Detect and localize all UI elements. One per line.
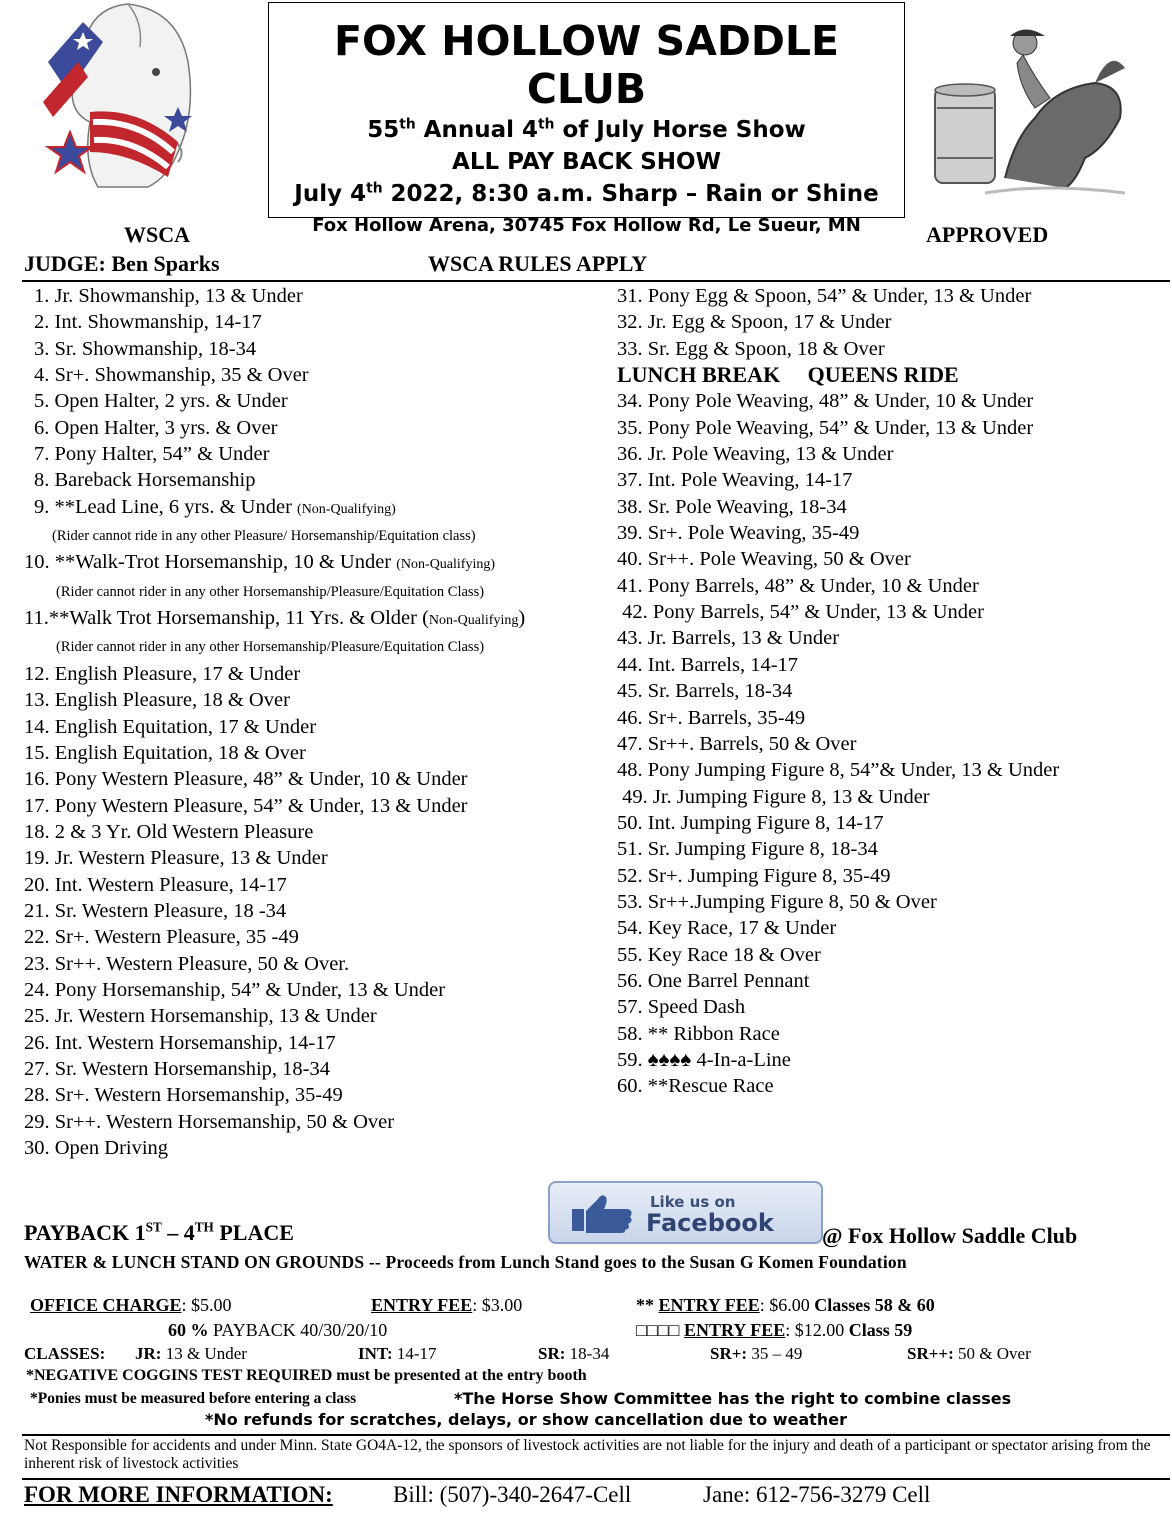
facebook-like-text: Like us on (650, 1193, 736, 1211)
class-item: 41. Pony Barrels, 48” & Under, 10 & Under (617, 574, 979, 597)
special-entry-classes: Classes 58 & 60 (814, 1295, 935, 1315)
class-item-text: 9. **Lead Line, 6 yrs. & Under (34, 495, 298, 518)
class-item: 50. Int. Jumping Figure 8, 14-17 (617, 811, 884, 834)
class-item: 38. Sr. Pole Weaving, 18-34 (617, 495, 847, 518)
class-item: 29. Sr++. Western Horsemanship, 50 & Over (24, 1110, 395, 1133)
entry-fee-label: ENTRY FEE (371, 1295, 473, 1315)
class-item: 35. Pony Pole Weaving, 54” & Under, 13 & Under (617, 416, 1034, 439)
contact-bill: Bill: (507)-340-2647-Cell (393, 1482, 632, 1507)
class-item: 16. Pony Western Pleasure, 48” & Under, 10 & Under (24, 768, 468, 791)
spade-prefix: □□□□ (636, 1320, 684, 1340)
non-qualifying-note: (Non-Qualifying) (297, 501, 396, 517)
class-item: 30. Open Driving (24, 1137, 169, 1159)
office-charge (30, 1295, 232, 1316)
special-entry-label: ENTRY FEE (658, 1295, 760, 1315)
payback-show-line: ALL PAY BACK SHOW (452, 149, 721, 175)
age-class-jr (135, 1344, 247, 1364)
class-item: 36. Jr. Pole Weaving, 13 & Under (617, 443, 894, 466)
age-class-sr-plus (710, 1344, 802, 1364)
class-item: 26. Int. Western Horsemanship, 14-17 (24, 1031, 336, 1054)
facebook-brand-text: Facebook (646, 1209, 774, 1237)
class-item: 25. Jr. Western Horsemanship, 13 & Under (24, 1005, 377, 1028)
show-date (269, 181, 904, 207)
classes-label: CLASSES: (24, 1344, 106, 1363)
payback-part: PAYBACK 1 (24, 1220, 146, 1245)
class-item: 1. Jr. Showmanship, 13 & Under (34, 285, 303, 307)
facebook-like-badge[interactable] (548, 1181, 823, 1244)
coggins-notice: *NEGATIVE COGGINS TEST REQUIRED must be presented at the entry booth (26, 1367, 587, 1384)
rider-restriction-note: (Rider cannot rider in any other Horsemanship/Pleasure/Equitation Class) (56, 583, 485, 600)
age-class-value: 13 & Under (161, 1344, 247, 1363)
class-item: 60. **Rescue Race (617, 1075, 774, 1098)
entry-fee (371, 1295, 522, 1316)
four-in-line-entry-fee (636, 1320, 912, 1341)
class-item: 5. Open Halter, 2 yrs. & Under (34, 390, 288, 413)
class-item: 47. Sr++. Barrels, 50 & Over (617, 732, 857, 755)
class-item: 46. Sr+. Barrels, 35-49 (617, 706, 806, 729)
class-item: 24. Pony Horsemanship, 54” & Under, 13 & Under (24, 978, 446, 1001)
age-class-sr-plus-plus (907, 1344, 1031, 1364)
class-item (24, 494, 525, 523)
approved-label: APPROVED (926, 222, 1049, 247)
divider (22, 1434, 1170, 1436)
class-item-text: 10. **Walk-Trot Horsemanship, 10 & Under (24, 551, 397, 574)
right-class-list (617, 283, 1059, 1100)
payback-percent: 60 % (168, 1320, 209, 1340)
divider (22, 1478, 1170, 1480)
age-class-label: SR: (538, 1344, 566, 1363)
class-item: 13. English Pleasure, 18 & Over (24, 689, 290, 712)
class-item: 56. One Barrel Pennant (617, 969, 810, 992)
entry-fee-value: : $3.00 (472, 1295, 523, 1315)
class-item: 52. Sr+. Jumping Figure 8, 35-49 (617, 864, 891, 887)
class-item: 3. Sr. Showmanship, 18-34 (34, 337, 257, 360)
class-item: 49. Jr. Jumping Figure 8, 13 & Under (617, 785, 930, 808)
liability-disclaimer: Not Responsible for accidents and under Minn. State GO4A-12, the sponsors of livestock activities are not liable for the injury and death of a participant or spectator arising from the inherent risk of livestock activities (24, 1437, 1151, 1472)
class-item: 23. Sr++. Western Pleasure, 50 & Over. (24, 952, 350, 975)
class-item: 6. Open Halter, 3 yrs. & Over (34, 416, 278, 439)
class-item: 45. Sr. Barrels, 18-34 (617, 680, 793, 703)
left-class-list (24, 283, 525, 1161)
class-item-text: ) (518, 607, 526, 630)
age-class-value: 14-17 (392, 1344, 437, 1363)
class-item: 21. Sr. Western Pleasure, 18 -34 (24, 899, 287, 922)
payback-split (168, 1320, 387, 1341)
class-item: 8. Bareback Horsemanship (34, 469, 256, 492)
office-charge-label: OFFICE CHARGE (30, 1295, 182, 1315)
class-item (24, 605, 525, 634)
payback-part: – 4 (161, 1220, 195, 1245)
divider (22, 280, 1170, 282)
class-item: 40. Sr++. Pole Weaving, 50 & Over (617, 548, 911, 571)
wsca-label: WSCA (124, 222, 191, 247)
class-item: 22. Sr+. Western Pleasure, 35 -49 (24, 926, 299, 949)
lunch-break-label: LUNCH BREAK QUEENS RIDE (617, 362, 959, 388)
show-date-part: July 4 (294, 181, 367, 207)
show-name-part: of July Horse Show (554, 117, 806, 143)
class-item: 27. Sr. Western Horsemanship, 18-34 (24, 1057, 331, 1080)
class-item: 54. Key Race, 17 & Under (617, 917, 837, 940)
special-entry-prefix: ** (636, 1295, 659, 1315)
class-item: 33. Sr. Egg & Spoon, 18 & Over (617, 337, 885, 360)
payback-part: PLACE (213, 1220, 294, 1245)
class-item: 48. Pony Jumping Figure 8, 54”& Under, 13 & Under (617, 759, 1060, 782)
patriotic-horse-logo (28, 2, 200, 202)
rider-restriction-note: (Rider cannot ride in any other Pleasure/ Horsemanship/Equitation class) (52, 528, 476, 545)
class-item: 39. Sr+. Pole Weaving, 35-49 (617, 522, 860, 545)
class-item: 18. 2 & 3 Yr. Old Western Pleasure (24, 820, 314, 843)
non-qualifying-note: Non-Qualifying (428, 613, 519, 629)
class-item: 53. Sr++.Jumping Figure 8, 50 & Over (617, 890, 937, 913)
class-item: 42. Pony Barrels, 54” & Under, 13 & Under (617, 601, 984, 624)
age-class-label: SR++: (907, 1344, 954, 1363)
age-class-value: 50 & Over (953, 1344, 1031, 1363)
spade-entry-label: ENTRY FEE (684, 1320, 786, 1340)
class-item-text: 11.**Walk Trot Horsemanship, 11 Yrs. & Older ( (24, 607, 429, 630)
age-class-label: INT: (358, 1344, 393, 1363)
age-class-value: 35 – 49 (747, 1344, 803, 1363)
contact-jane: Jane: 612-756-3279 Cell (703, 1482, 931, 1507)
class-item: 15. English Equitation, 18 & Over (24, 741, 306, 764)
age-class-int (358, 1344, 437, 1364)
class-item: 28. Sr+. Western Horsemanship, 35-49 (24, 1084, 343, 1107)
class-item: 2. Int. Showmanship, 14-17 (34, 311, 262, 334)
class-item (24, 549, 525, 578)
class-item: 55. Key Race 18 & Over (617, 943, 821, 966)
club-title: FOX HOLLOW SADDLE CLUB (333, 17, 840, 113)
more-info-label: FOR MORE INFORMATION: (24, 1482, 333, 1507)
show-name-part: 55 (367, 117, 400, 143)
show-name-part: Annual 4 (415, 117, 539, 143)
show-date-part: 2022, 8:30 a.m. Sharp – Rain or Shine (382, 181, 879, 207)
class-item: 37. Int. Pole Weaving, 14-17 (617, 469, 853, 492)
judge-label: JUDGE: Ben Sparks (24, 251, 220, 276)
class-item: 20. Int. Western Pleasure, 14-17 (24, 873, 287, 896)
barrel-racer-image (925, 8, 1145, 198)
special-entry-fee (636, 1295, 935, 1316)
age-classes-label (24, 1344, 105, 1364)
payback-heading (24, 1220, 294, 1246)
header-box (268, 2, 905, 236)
age-class-label: SR+: (710, 1344, 748, 1363)
class-item: 58. ** Ribbon Race (617, 1022, 780, 1045)
spade-entry-class: Class 59 (848, 1320, 913, 1340)
spade-entry-value: : $12.00 (785, 1320, 849, 1340)
class-item: 17. Pony Western Pleasure, 54” & Under, 13 & Under (24, 794, 468, 817)
class-item: 7. Pony Halter, 54” & Under (34, 443, 270, 466)
payback-sup: TH (194, 1219, 214, 1235)
lunch-stand-note: WATER & LUNCH STAND ON GROUNDS -- Proceeds from Lunch Stand goes to the Susan G Komen Foundation (24, 1252, 907, 1272)
class-item: 59. ♠♠♠♠ 4-In-a-Line (617, 1048, 791, 1071)
non-qualifying-note: (Non-Qualifying) (396, 557, 496, 573)
class-item: 12. English Pleasure, 17 & Under (24, 662, 301, 685)
special-entry-value: : $6.00 (759, 1295, 815, 1315)
rider-restriction-note: (Rider cannot rider in any other Horsemanship/Pleasure/Equitation Class) (56, 639, 485, 656)
show-name-sup: th (399, 116, 416, 133)
class-item: 31. Pony Egg & Spoon, 54” & Under, 13 & Under (617, 285, 1032, 307)
show-location: Fox Hollow Arena, 30745 Fox Hollow Rd, Le Sueur, MN (312, 215, 861, 236)
ponies-notice: *Ponies must be measured before entering a class (30, 1390, 357, 1407)
thumbs-up-icon (568, 1191, 640, 1235)
class-item: 57. Speed Dash (617, 996, 746, 1019)
class-item: 44. Int. Barrels, 14-17 (617, 653, 799, 676)
class-item: 34. Pony Pole Weaving, 48” & Under, 10 & Under (617, 390, 1034, 413)
class-item: 51. Sr. Jumping Figure 8, 18-34 (617, 838, 878, 861)
show-date-sup: th (366, 180, 383, 197)
class-item: 4. Sr+. Showmanship, 35 & Over (34, 364, 309, 387)
rules-label: WSCA RULES APPLY (428, 251, 648, 276)
payback-sup: ST (145, 1219, 162, 1235)
show-name (269, 117, 904, 143)
age-class-value: 18-34 (565, 1344, 610, 1363)
club-facebook-handle: @ Fox Hollow Saddle Club (822, 1223, 1078, 1248)
committee-notice: *The Horse Show Committee has the right to combine classes (454, 1389, 1012, 1408)
age-class-label: JR: (135, 1344, 162, 1363)
office-charge-value: : $5.00 (181, 1295, 232, 1315)
class-item: 32. Jr. Egg & Spoon, 17 & Under (617, 311, 892, 334)
show-name-sup: th (538, 116, 555, 133)
class-item: 43. Jr. Barrels, 13 & Under (617, 627, 840, 650)
age-class-sr (538, 1344, 609, 1364)
class-item: 19. Jr. Western Pleasure, 13 & Under (24, 847, 328, 870)
payback-split-values: PAYBACK 40/30/20/10 (208, 1320, 388, 1340)
class-item: 14. English Equitation, 17 & Under (24, 715, 317, 738)
refunds-notice: *No refunds for scratches, delays, or show cancellation due to weather (205, 1410, 847, 1429)
